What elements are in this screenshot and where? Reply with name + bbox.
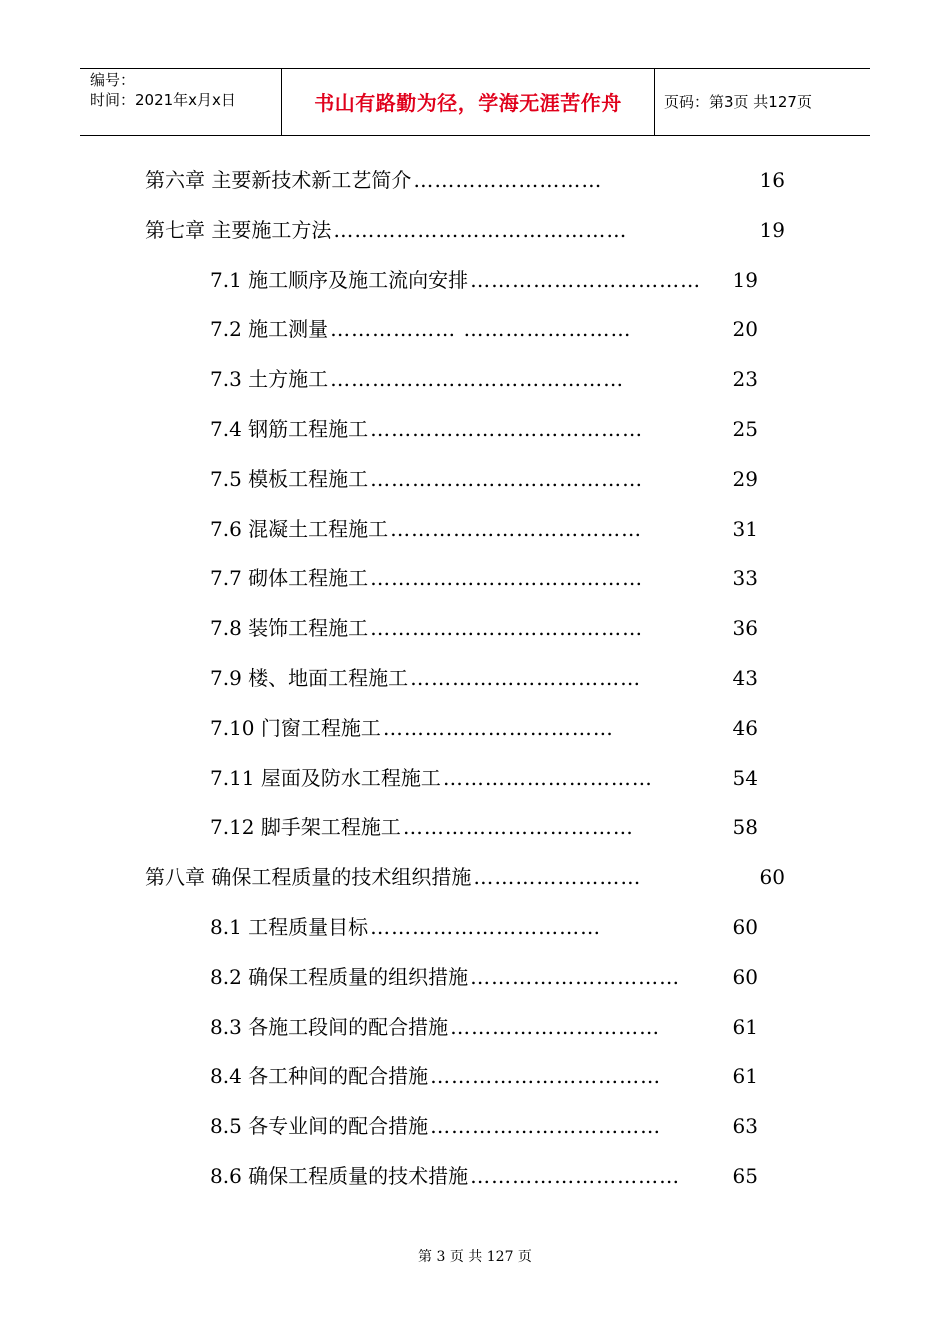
toc-entry[interactable] [0,861,785,893]
header-bottom-rule [80,135,870,136]
header-divider-right [654,68,655,135]
toc-entry-page: 63 [732,1114,758,1139]
toc-entry-page: 60 [732,915,758,939]
toc-entry-page: 19 [759,217,785,242]
toc-entry-label: 7.3 土方施工 [210,367,329,392]
header-page-info: 页码：第3页 共127页 [664,93,812,111]
toc-entry-leader: ………………………………… [370,616,644,641]
toc-entry[interactable] [0,612,758,644]
toc-entry[interactable] [0,961,758,993]
toc-entry-label: 7.4 钢筋工程施工 [210,417,369,441]
toc-entry-leader: …………………………… [410,666,642,690]
toc-entry[interactable] [0,562,758,594]
toc-entry[interactable] [0,811,758,843]
toc-entry[interactable] [0,662,758,694]
toc-entry-leader: ……………………… [413,168,603,192]
toc-entry[interactable] [0,164,785,196]
toc-entry[interactable] [0,762,758,794]
toc-entry-leader: ………………………………… [370,417,644,441]
toc-entry[interactable] [0,513,758,545]
toc-entry[interactable] [0,413,758,445]
toc-entry-leader: ………………………………… [370,466,644,491]
toc-entry-label: 7.9 楼、地面工程施工 [210,666,409,690]
toc-entry-label: 8.1 工程质量目标 [210,915,369,939]
toc-entry-leader: …………………………………… [333,217,628,242]
toc-entry-page: 29 [732,466,758,491]
toc-entry-label: 8.4 各工种间的配合措施 [210,1064,429,1089]
toc-entry-leader: …………………………………… [330,367,625,392]
toc-entry-leader: …………………… [473,865,642,890]
toc-entry[interactable] [0,1110,758,1142]
toc-entry-leader: …………………………… [470,267,702,292]
toc-entry-page: 20 [732,317,758,342]
toc-entry-leader: …………………………… [402,815,634,840]
toc-entry[interactable] [0,214,785,246]
toc-entry-page: 23 [732,367,758,392]
toc-entry-page: 43 [732,666,758,690]
toc-entry-label: 8.3 各施工段间的配合措施 [210,1014,449,1039]
header-motto: 书山有路勤为径，学海无涯苦作舟 [314,91,622,115]
toc-entry-label: 第六章 主要新技术新工艺简介 [145,168,412,192]
toc-entry-label: 7.7 砌体工程施工 [210,566,369,591]
toc-entry-label: 8.6 确保工程质量的技术措施 [210,1164,469,1188]
toc-entry-page: 60 [732,964,758,989]
toc-entry-label: 第七章 主要施工方法 [145,217,332,242]
toc-entry-label: 第八章 确保工程质量的技术组织措施 [145,865,472,890]
toc-entry-leader: ……………………………… [390,516,643,541]
header-time-label: 时间：2021年x月x日 [90,91,236,109]
toc-entry[interactable] [0,264,758,296]
toc-entry-page: 36 [732,616,758,641]
toc-entry-page: 25 [732,417,758,441]
toc-entry-leader: …………………………… [430,1114,662,1139]
toc-entry-leader: ………………………… [442,765,653,790]
toc-entry-label: 7.6 混凝土工程施工 [210,516,389,541]
toc-entry-leader: ……………… …………………… [330,317,632,342]
toc-entry-label: 8.2 确保工程质量的组织措施 [210,964,469,989]
toc-entry-label: 7.2 施工测量 [210,317,329,342]
toc-entry-leader: …………………………… [370,915,602,939]
toc-entry[interactable] [0,712,758,744]
page-footer: 第 3 页 共 127 页 [418,1249,532,1265]
toc-entry-page: 31 [732,516,758,541]
toc-entry-label: 7.1 施工顺序及施工流向安排 [210,267,469,292]
toc-entry-page: 16 [759,168,785,192]
toc-entry-page: 61 [732,1064,758,1089]
toc-entry[interactable] [0,363,758,395]
toc-entry-leader: ………………………………… [370,566,644,591]
toc-entry-page: 61 [732,1014,758,1039]
toc-entry-label: 7.8 装饰工程施工 [210,616,369,641]
toc-entry-page: 60 [759,865,785,890]
toc-entry-page: 58 [732,815,758,840]
toc-entry-page: 19 [732,267,758,292]
toc-entry[interactable] [0,313,758,345]
toc-entry-label: 7.11 屋面及防水工程施工 [210,765,441,790]
toc-entry[interactable] [0,1160,758,1192]
toc-entry-leader: ………………………… [450,1014,661,1039]
toc-entry[interactable] [0,911,758,943]
toc-entry-page: 65 [732,1164,758,1188]
toc-entry-leader: ………………………… [470,1164,681,1188]
toc-entry-page: 33 [732,566,758,591]
toc-entry-label: 7.5 模板工程施工 [210,466,369,491]
header-meta [90,70,236,110]
toc-entry-label: 7.12 脚手架工程施工 [210,815,401,840]
header-number-label: 编号： [90,71,136,89]
toc-entry-label: 7.10 门窗工程施工 [210,715,381,740]
toc-entry-page: 46 [732,715,758,740]
toc-entry-label: 8.5 各专业间的配合措施 [210,1114,429,1139]
toc-entry[interactable] [0,1011,758,1043]
toc-entry[interactable] [0,463,758,495]
toc-entry-page: 54 [732,765,758,790]
toc-entry-leader: …………………………… [430,1064,662,1089]
toc-entry-leader: ………………………… [470,964,681,989]
toc-entry-leader: …………………………… [382,715,614,740]
toc-entry[interactable] [0,1060,758,1092]
